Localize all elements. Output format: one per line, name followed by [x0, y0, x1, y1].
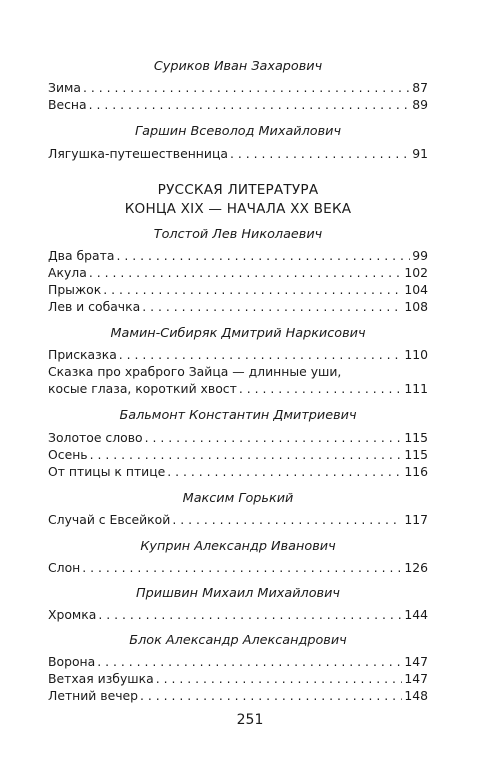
leader-dots [97, 654, 402, 670]
toc-entry[interactable] [48, 671, 428, 687]
entry-page: 116 [404, 464, 428, 479]
entry-page: 115 [404, 430, 428, 445]
author-heading: Блок Александр Александрович [129, 633, 347, 648]
entry-title: Лев и собачка [48, 299, 141, 314]
author-heading: Максим Горький [182, 491, 294, 506]
author-heading: Толстой Лев Николаевич [153, 227, 323, 242]
toc-entry[interactable] [48, 381, 428, 397]
entry-page: 147 [404, 671, 428, 686]
author-heading: Куприн Александр Иванович [140, 539, 336, 554]
entry-title: Случай с Евсейкой [48, 512, 171, 527]
toc-entry[interactable] [48, 80, 428, 96]
entry-title: Лягушка-путешественница [48, 146, 228, 161]
entry-page: 104 [404, 282, 428, 297]
leader-dots [156, 671, 403, 687]
entry-page: 102 [404, 265, 428, 280]
toc-entry[interactable] [48, 512, 428, 528]
leader-dots [119, 347, 403, 363]
toc-entry[interactable] [48, 347, 428, 363]
entry-page: 91 [412, 146, 428, 161]
leader-dots [142, 299, 402, 315]
leader-dots [83, 80, 410, 96]
toc-entry[interactable] [48, 299, 428, 315]
entry-page: 148 [404, 688, 428, 703]
leader-dots [145, 430, 403, 446]
author-heading: Мамин-Сибиряк Дмитрий Наркисович [110, 326, 366, 341]
leader-dots [167, 464, 402, 480]
entry-title: Весна [48, 97, 87, 112]
leader-dots [89, 265, 403, 281]
entry-title: Осень [48, 447, 88, 462]
entry-title: Прыжок [48, 282, 102, 297]
author-heading: Суриков Иван Захарович [153, 59, 323, 74]
leader-dots [140, 688, 402, 704]
toc-entry[interactable] [48, 688, 428, 704]
page-number: 251 [236, 712, 264, 728]
entry-page: 117 [404, 512, 428, 527]
entry-page: 89 [412, 97, 428, 112]
entry-title: Зима [48, 80, 81, 95]
leader-dots [89, 97, 411, 113]
toc-entry[interactable] [48, 560, 428, 576]
leader-dots [230, 146, 410, 162]
toc-entry[interactable] [48, 430, 428, 446]
entry-page: 111 [404, 381, 428, 396]
entry-page: 147 [404, 654, 428, 669]
leader-dots [239, 381, 403, 397]
author-heading: Гаршин Всеволод Михайлович [134, 124, 342, 139]
entry-page: 126 [404, 560, 428, 575]
author-heading: Пришвин Михаил Михайлович [136, 586, 340, 601]
leader-dots [90, 447, 403, 463]
entry-page: 144 [404, 607, 428, 622]
entry-title: Акула [48, 265, 87, 280]
toc-entry[interactable] [48, 265, 428, 281]
author-heading: Бальмонт Константин Дмитриевич [119, 408, 357, 423]
toc-entry[interactable] [48, 607, 428, 623]
leader-dots [98, 607, 402, 623]
toc-entry[interactable] [48, 282, 428, 298]
entry-page: 115 [404, 447, 428, 462]
leader-dots [116, 248, 410, 264]
entry-title: Золотое слово [48, 430, 143, 445]
section-title-line: РУССКАЯ ЛИТЕРАТУРА [157, 182, 319, 198]
entry-title: Ворона [48, 654, 96, 669]
entry-title: Слон [48, 560, 81, 575]
section-title-line: КОНЦА XIX — НАЧАЛА XX ВЕКА [124, 201, 352, 217]
entry-title: Два брата [48, 248, 115, 263]
entry-page: 108 [404, 299, 428, 314]
toc-entry[interactable] [48, 97, 428, 113]
toc-entry[interactable] [48, 464, 428, 480]
entry-title: Летний вечер [48, 688, 139, 703]
toc-entry[interactable] [48, 146, 428, 162]
entry-title-line[interactable]: Сказка про храброго Зайца — длинные уши, [48, 364, 342, 379]
entry-title: Присказка [48, 347, 117, 362]
entry-page: 110 [404, 347, 428, 362]
toc-entry[interactable] [48, 248, 428, 264]
toc-entry[interactable] [48, 654, 428, 670]
toc-entry[interactable] [48, 447, 428, 463]
entry-title: От птицы к птице [48, 464, 166, 479]
entry-title: Хромка [48, 607, 97, 622]
entry-page: 87 [412, 80, 428, 95]
leader-dots [172, 512, 402, 528]
leader-dots [82, 560, 402, 576]
entry-title: косые глаза, короткий хвост [48, 381, 237, 396]
entry-page: 99 [412, 248, 428, 263]
leader-dots [103, 282, 402, 298]
entry-title: Ветхая избушка [48, 671, 154, 686]
